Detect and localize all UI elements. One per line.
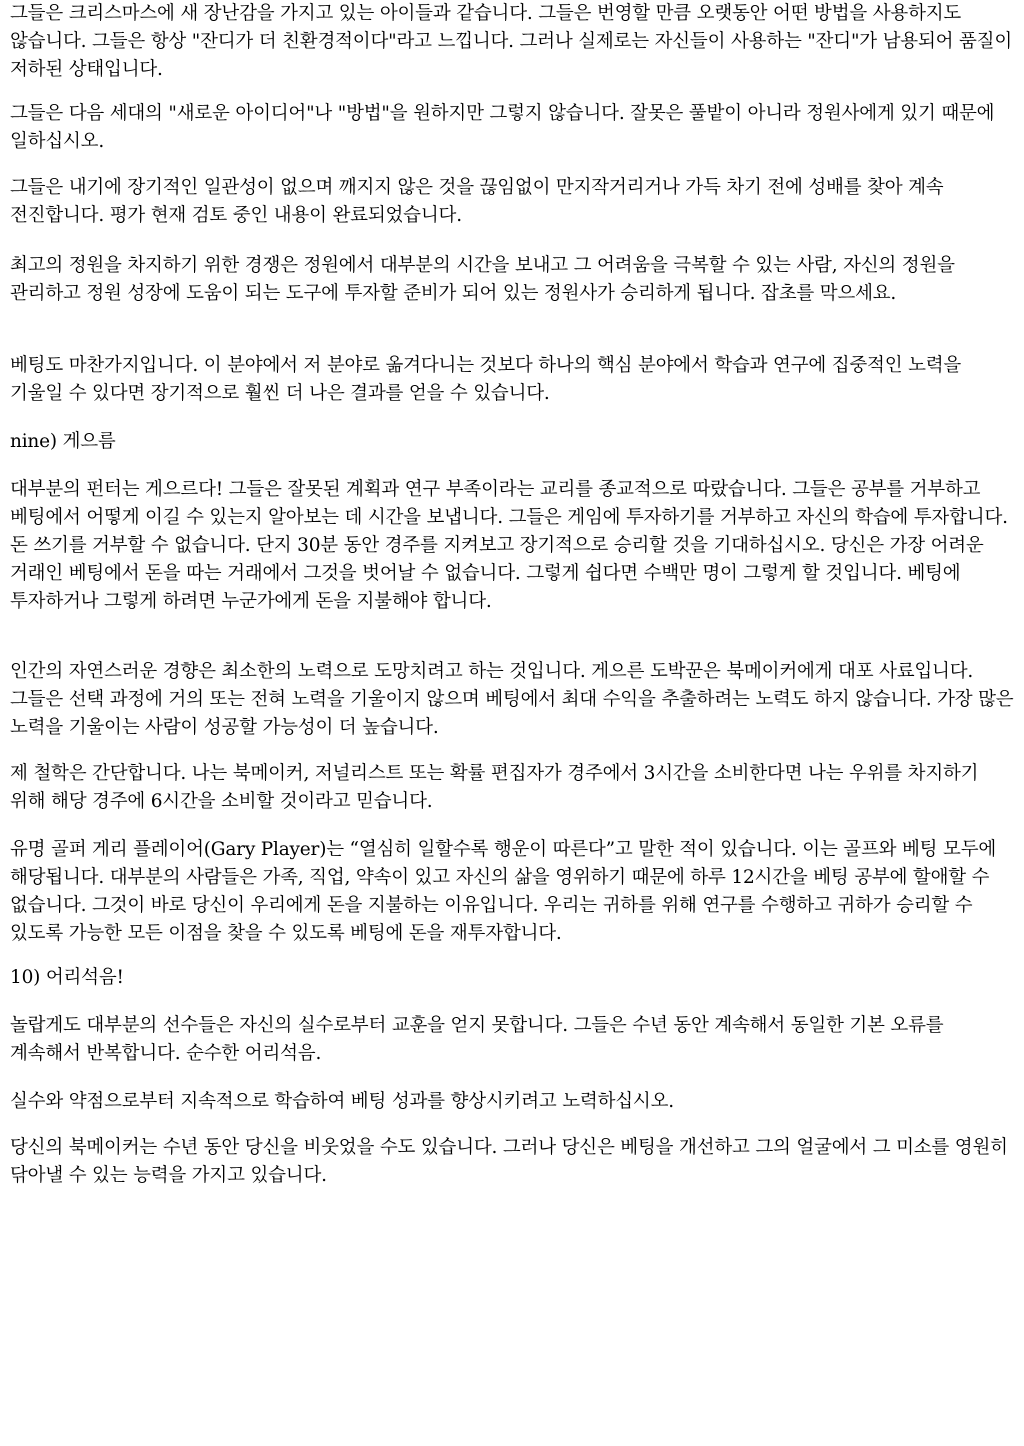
paragraph-best-garden: 최고의 정원을 차지하기 위한 경쟁은 정원에서 대부분의 시간을 보내고 그 어려움을 극복할 수 있는 사람, 자신의 정원을 관리하고 정원 성장에 도움이 되는 도구에 투자할 준비가 되어 있는 정원사가 승리하게 됩니다. 잡초를 막으세요. bbox=[10, 255, 955, 304]
paragraph-new-toys: 그들은 크리스마스에 새 장난감을 가지고 있는 아이들과 같습니다. 그들은 번영할 만큼 오랫동안 어떤 방법을 사용하지도 않습니다. 그들은 항상 "잔디가 더 친환경적이다"라고 느낍니다. 그러나 실제로는 자신들이 사용하는 "잔디"가 남용되어 품질이 저하된 상태입니다. bbox=[10, 3, 1013, 80]
paragraph-no-consistency: 그들은 내기에 장기적인 일관성이 없으며 깨지지 않은 것을 끊임없이 만지작거리거나 가득 차기 전에 성배를 찾아 계속 전진합니다. 평가 현재 검토 중인 내용이 완료되었습니다. bbox=[10, 177, 944, 226]
paragraph-learn-from-mistakes: 실수와 약점으로부터 지속적으로 학습하여 베팅 성과를 향상시키려고 노력하십시오. bbox=[10, 1091, 674, 1112]
paragraph-betting-focus: 베팅도 마찬가지입니다. 이 분야에서 저 분야로 옮겨다니는 것보다 하나의 핵심 분야에서 학습과 연구에 집중적인 노력을 기울일 수 있다면 장기적으로 훨씬 더 나은 결과를 얻을 수 있습니다. bbox=[10, 355, 962, 404]
paragraph-philosophy: 제 철학은 간단합니다. 나는 북메이커, 저널리스트 또는 확률 편집자가 경주에서 3시간을 소비한다면 나는 우위를 차지하기 위해 해당 경주에 6시간을 소비할 것이라고 믿습니다. bbox=[10, 763, 979, 812]
paragraph-punters-lazy: 대부분의 펀터는 게으르다! 그들은 잘못된 계획과 연구 부족이라는 교리를 종교적으로 따랐습니다. 그들은 공부를 거부하고 베팅에서 어떻게 이길 수 있는지 알아보는 데 시간을 보냅니다. 그들은 게임에 투자하기를 거부하고 자신의 학습에 투자합니다. 돈 쓰기를 거부할 수 없습니다. 단지 30분 동안 경주를 지켜보고 장기적으로 승리할 것을 기대하십시오. 당신은 가장 어려운 거래인 베팅에서 돈을 따는 거래에서 그것을 벗어날 수 없습니다. 그렇게 쉽다면 수백만 명이 그렇게 할 것입니다. 베팅에 투자하거나 그렇게 하려면 누군가에게 돈을 지불해야 합니다. bbox=[10, 479, 1008, 612]
paragraph-bookmaker-smile: 당신의 북메이커는 수년 동안 당신을 비웃었을 수도 있습니다. 그러나 당신은 베팅을 개선하고 그의 얼굴에서 그 미소를 영원히 닦아낼 수 있는 능력을 가지고 있습니다. bbox=[10, 1137, 1008, 1186]
paragraph-no-lessons: 놀랍게도 대부분의 선수들은 자신의 실수로부터 교훈을 얻지 못합니다. 그들은 수년 동안 계속해서 동일한 기본 오류를 계속해서 반복합니다. 순수한 어리석음. bbox=[10, 1015, 944, 1064]
paragraph-least-effort: 인간의 자연스러운 경향은 최소한의 노력으로 도망치려고 하는 것입니다. 게으른 도박꾼은 북메이커에게 대포 사료입니다. 그들은 선택 과정에 거의 또는 전혀 노력을 기울이지 않으며 베팅에서 최대 수익을 추출하려는 노력도 하지 않습니다. 가장 많은 노력을 기울이는 사람이 성공할 가능성이 더 높습니다. bbox=[10, 661, 1014, 738]
paragraph-gary-player: 유명 골퍼 게리 플레이어(Gary Player)는 “열심히 일할수록 행운이 따른다”고 말한 적이 있습니다. 이는 골프와 베팅 모두에 해당됩니다. 대부분의 사람들은 가족, 직업, 약속이 있고 자신의 삶을 영위하기 때문에 하루 12시간을 베팅 공부에 할애할 수 없습니다. 그것이 바로 당신이 우리에게 돈을 지불하는 이유입니다. 우리는 귀하를 위해 연구를 수행하고 귀하가 승리할 수 있도록 가능한 모든 이점을 찾을 수 있도록 베팅에 돈을 재투자합니다. bbox=[10, 839, 997, 944]
section-heading-laziness: nine) 게으름 bbox=[10, 431, 116, 452]
section-heading-stupidity: 10) 어리석음! bbox=[10, 967, 124, 988]
paragraph-gardener-fault: 그들은 다음 세대의 "새로운 아이디어"나 "방법"을 원하지만 그렇지 않습니다. 잘못은 풀밭이 아니라 정원사에게 있기 때문에 일하십시오. bbox=[10, 103, 995, 152]
